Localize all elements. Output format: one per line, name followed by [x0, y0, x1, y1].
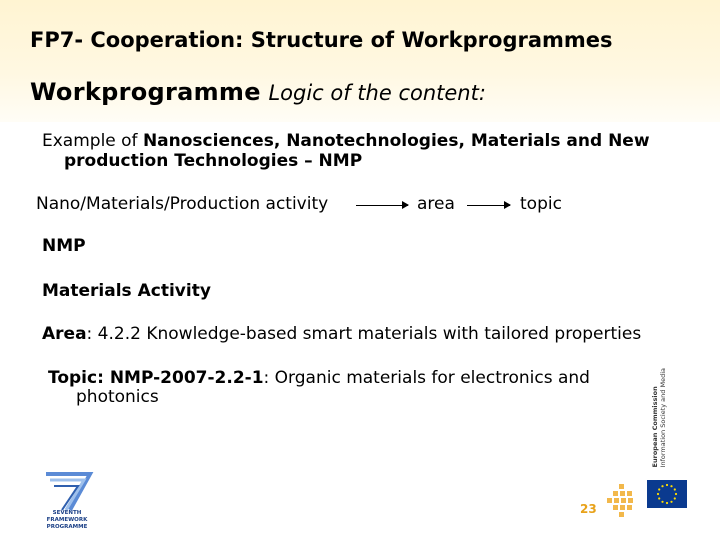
area-line [42, 324, 641, 344]
example-line-1 [42, 131, 650, 151]
hierarchy-activity: Nano/Materials/Production activity [36, 194, 329, 214]
fp7-seven-icon [32, 470, 102, 512]
nmp-label: NMP [42, 236, 86, 256]
area-label: Area [42, 324, 87, 344]
topic-code: NMP-2007-2.2-1 [109, 368, 264, 388]
decorative-dots-icon [603, 484, 643, 524]
eu-flag-icon [647, 480, 687, 508]
arrow-right-icon [467, 205, 510, 206]
example-bold-1: Nanosciences, Nanotechnologies, Materials and New [142, 131, 650, 151]
topic-label: Topic: [48, 368, 110, 388]
arrow-right-icon [356, 205, 408, 206]
materials-activity-label: Materials Activity [42, 281, 211, 301]
subtitle-main: Workprogramme [30, 78, 261, 106]
ec-name: European Commission Information Society and Media [651, 368, 667, 468]
slide-title: FP7- Cooperation: Structure of Workprogrammes [30, 28, 613, 52]
ec-vertical-text [651, 368, 681, 478]
page-number: 23 [580, 502, 597, 516]
area-text: : 4.2.2 Knowledge-based smart materials with tailored properties [86, 324, 642, 344]
example-prefix: Example of [42, 131, 143, 151]
fp7-logo [32, 470, 102, 530]
slide-subtitle [30, 78, 486, 106]
topic-text: : Organic materials for electronics and [263, 368, 590, 388]
fp7-caption: SEVENTH FRAMEWORK PROGRAMME [46, 510, 88, 530]
topic-line-1 [48, 368, 590, 388]
hierarchy-topic: topic [520, 194, 562, 214]
topic-line-2: photonics [76, 387, 159, 407]
subtitle-italic: Logic of the content: [268, 81, 486, 105]
example-line-2: production Technologies – NMP [64, 151, 363, 171]
hierarchy-area: area [417, 194, 455, 214]
